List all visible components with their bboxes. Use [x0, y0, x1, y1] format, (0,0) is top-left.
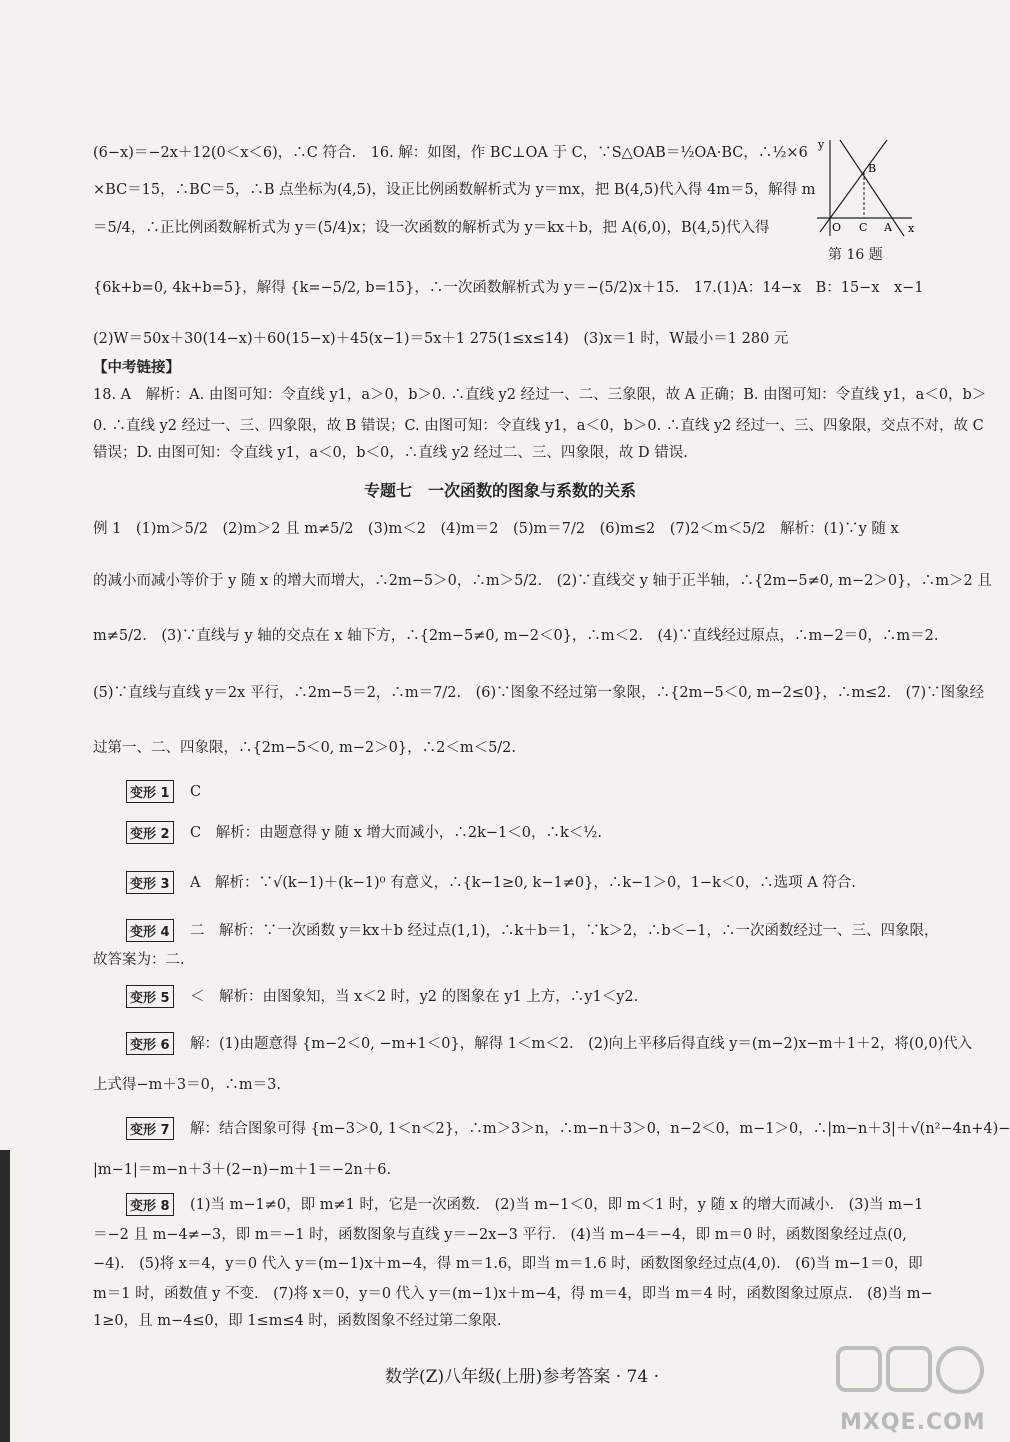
variant-tag: 变形 1: [126, 780, 174, 803]
text-line: 18. A 解析：A. 由图可知：令直线 y1，a＞0，b＞0. ∴直线 y2 经过一、二、三象限，故 A 正确；B. 由图可知：令直线 y1，a＜0，b＞: [93, 387, 987, 403]
variant-tag: 变形 7: [126, 1117, 174, 1140]
line-ab: [840, 140, 904, 236]
section-heading: 专题七 一次函数的图象与系数的关系: [363, 481, 636, 500]
variant-tag: 变形 4: [126, 919, 174, 942]
section-label: 【中考链接】: [93, 360, 180, 376]
figure-caption: 第 16 题: [828, 247, 883, 263]
text-line: 过第一、二、四象限，∴{2m−5＜0, m−2＞0}，∴2＜m＜5/2.: [93, 740, 517, 756]
variant-tag: 变形 8: [126, 1193, 174, 1216]
text-line: ＝−2 且 m−4≠−3，即 m＝−1 时，函数图象与直线 y＝−2x−3 平行. (4)当 m−4＝−4，即 m＝0 时，函数图象经过点(0,: [93, 1227, 907, 1243]
text-line: −4). (5)将 x＝4，y＝0 代入 y＝(m−1)x＋m−4，得 m＝1.6，即当 m＝1.6 时，函数图象经过点(4,0). (6)当 m−1＝0，即: [93, 1256, 923, 1272]
text-line: (2)W＝50x＋30(14−x)＋60(15−x)＋45(x−1)＝5x＋1 275(1≤x≤14) (3)x＝1 时，W最小＝1 280 元: [93, 331, 789, 347]
b-label: B: [868, 162, 877, 175]
text-line: m＝1 时，函数值 y 不变. (7)将 x＝0，y＝0 代入 y＝(m−1)x＋m−4，得 m＝4，即当 m＝4 时，函数图象过原点. (8)当 m−: [93, 1286, 933, 1302]
y-label: y: [818, 138, 825, 151]
text-line: 1≥0，且 m−4≤0，即 1≤m≤4 时，函数图象不经过第二象限.: [93, 1313, 502, 1329]
text-line: (1)当 m−1≠0，即 m≠1 时，它是一次函数. (2)当 m−1＜0，即 m＜1 时，y 随 x 的增大而减小. (3)当 m−1: [190, 1197, 924, 1213]
problem-16-figure: [812, 138, 917, 238]
text-line: ＜ 解析：由图象知，当 x＜2 时，y2 的图象在 y1 上方，∴y1＜y2.: [190, 989, 639, 1005]
scan-edge: [0, 1150, 10, 1442]
variant-tag: 变形 3: [126, 871, 174, 894]
variant-tag: 变形 2: [126, 821, 174, 844]
text-line: A 解析：∵√(k−1)＋(k−1)⁰ 有意义，∴{k−1≥0, k−1≠0}，∴k−1＞0，1−k＜0，∴选项 A 符合.: [190, 875, 856, 891]
text-line: C: [190, 784, 202, 800]
text-line: 例 1 (1)m＞5/2 (2)m＞2 且 m≠5/2 (3)m＜2 (4)m＝2 (5)m＝7/2 (6)m≤2 (7)2＜m＜5/2 解析：(1)∵y 随 x: [93, 521, 899, 537]
text-line: C 解析：由题意得 y 随 x 增大而减小，∴2k−1＜0，∴k＜½.: [190, 825, 602, 841]
variant-tag: 变形 5: [126, 985, 174, 1008]
text-line: |m−1|＝m−n＋3＋(2−n)−m＋1＝−2n＋6.: [93, 1162, 392, 1178]
text-line: {6k+b=0, 4k+b=5}，解得 {k=−5/2, b=15}，∴一次函数解析式为 y＝−(5/2)x＋15. 17.(1)A：14−x B：15−x x−1: [93, 280, 924, 296]
x-label: x: [908, 222, 915, 235]
text-line: 二 解析：∵一次函数 y＝kx＋b 经过点(1,1)，∴k＋b＝1，∵k＞2，∴b＜−1，∴一次函数经过一、三、四象限，: [190, 923, 939, 939]
text-line: m≠5/2. (3)∵直线与 y 轴的交点在 x 轴下方，∴{2m−5≠0, m−2＜0}，∴m＜2. (4)∵直线经过原点，∴m−2＝0，∴m＝2.: [93, 628, 939, 644]
watermark-text: MXQE.COM: [840, 1410, 986, 1435]
text-line: 解：(1)由题意得 {m−2＜0, −m+1＜0}，解得 1＜m＜2. (2)向上平移后得直线 y＝(m−2)x−m＋1＋2，将(0,0)代入: [190, 1036, 973, 1052]
c-label: C: [859, 221, 868, 234]
page-footer: 数学(Z)八年级(上册)参考答案 · 74 ·: [385, 1367, 659, 1387]
text-line: 上式得−m＋3＝0，∴m＝3.: [93, 1077, 281, 1093]
text-line: ×BC＝15，∴BC＝5，∴B 点坐标为(4,5)，设正比例函数解析式为 y＝mx，把 B(4,5)代入得 4m＝5，解得 m: [93, 182, 816, 198]
o-label: O: [832, 221, 842, 234]
text-line: 解：结合图象可得 {m−3＞0, 1＜n＜2}，∴m＞3＞n，∴m−n＋3＞0，n−2＜0，m−1＞0，∴|m−n＋3|＋√(n²−4n+4)−: [190, 1121, 1010, 1137]
a-label: A: [884, 221, 892, 234]
text-line: 的减小而减小等价于 y 随 x 的增大而增大，∴2m−5＞0，∴m＞5/2. (2)∵直线交 y 轴于正半轴，∴{2m−5≠0, m−2＞0}，∴m＞2 且: [93, 573, 992, 589]
text-line: (6−x)＝−2x＋12(0＜x＜6)，∴C 符合. 16. 解：如图，作 BC⊥OA 于 C，∵S△OAB＝½OA·BC，∴½×6: [93, 145, 808, 161]
variant-tag: 变形 6: [126, 1032, 174, 1055]
text-line: 错误；D. 由图可知：令直线 y1，a＜0，b＜0，∴直线 y2 经过二、三、四象限，故 D 错误.: [93, 445, 688, 461]
text-line: 0. ∴直线 y2 经过一、三、四象限，故 B 错误；C. 由图可知：令直线 y1，a＜0，b＞0. ∴直线 y2 经过一、三、四象限，交点不对，故 C: [93, 418, 984, 434]
text-line: 故答案为：二.: [93, 952, 185, 968]
text-line: ＝5/4，∴正比例函数解析式为 y＝(5/4)x；设一次函数的解析式为 y＝kx＋b，把 A(6,0)，B(4,5)代入得: [93, 220, 770, 236]
text-line: (5)∵直线与直线 y＝2x 平行，∴2m−5＝2，∴m＝7/2. (6)∵图象不经过第一象限，∴{2m−5＜0, m−2≤0}，∴m≤2. (7)∵图象经: [93, 685, 985, 701]
